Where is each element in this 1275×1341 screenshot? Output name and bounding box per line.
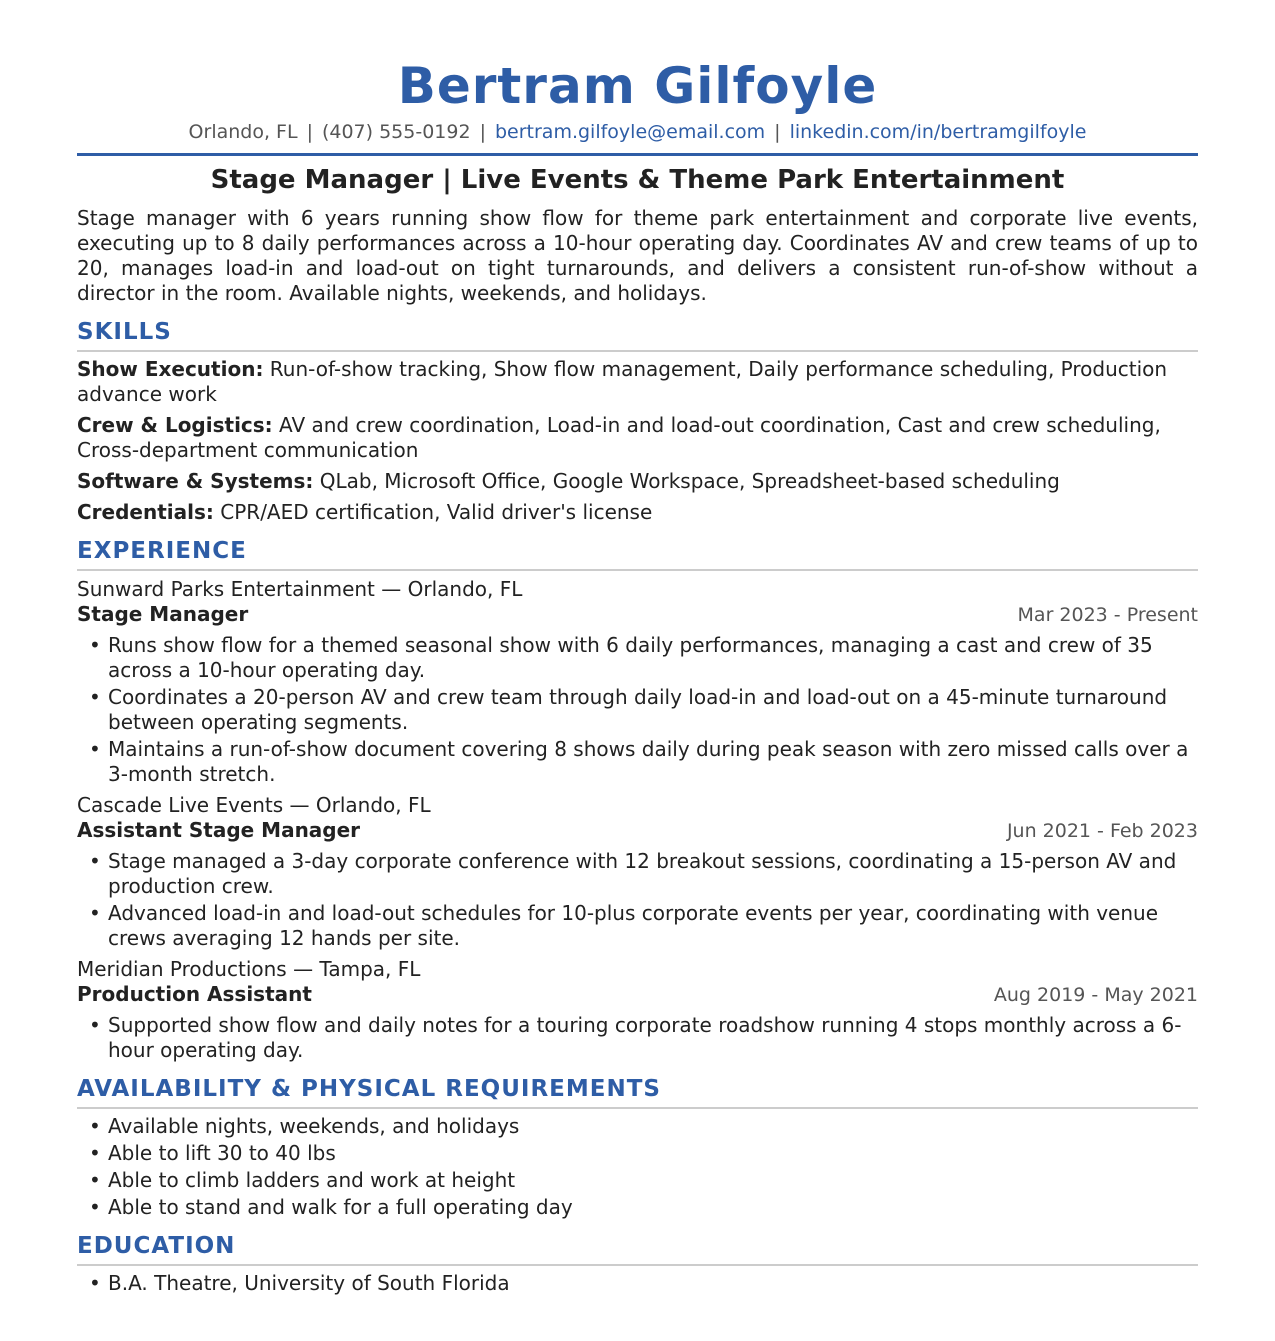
skill-value: AV and crew coordination, Load-in and load-out coordination, Cast and crew scheduling, Cross-department communication: [77, 413, 1161, 462]
job-header: [77, 602, 1198, 628]
contact-separator: |: [774, 121, 781, 143]
contact-phone: (407) 555-0192: [321, 121, 471, 143]
professional-headline: Stage Manager | Live Events & Theme Park Entertainment: [210, 165, 1065, 195]
skills-list: [77, 357, 1198, 525]
list-item: • Able to lift 30 to 40 lbs: [77, 1141, 1198, 1166]
section-divider: [77, 1264, 1198, 1266]
job-title: Assistant Stage Manager: [77, 818, 361, 842]
contact-separator: |: [306, 121, 313, 143]
section-title-education: EDUCATION: [77, 1233, 236, 1259]
list-item: • Maintains a run-of-show document covering 8 shows daily during peak season with zero missed calls over a 3-month stretch.: [77, 737, 1198, 787]
skill-row-show-execution: [77, 357, 1198, 407]
list-item: • Supported show flow and daily notes for a touring corporate roadshow running 4 stops monthly across a 6-hour operating day.: [77, 1013, 1198, 1063]
contact-separator: |: [479, 121, 486, 143]
job-dates: Jun 2021 - Feb 2023: [1006, 820, 1198, 842]
job-dates: Aug 2019 - May 2021: [993, 984, 1198, 1006]
job-header: [77, 982, 1198, 1008]
contact-linkedin-link[interactable]: linkedin.com/in/bertramgilfoyle: [789, 121, 1087, 143]
job-bullets: [77, 1013, 1198, 1063]
skill-label: Show Execution:: [77, 357, 264, 381]
job-company: Meridian Productions — Tampa, FL: [77, 957, 421, 981]
section-divider: [77, 569, 1198, 571]
professional-summary: Stage manager with 6 years running show flow for theme park entertainment and corporate live events, executing up to 8 daily performances across a 10-hour operating day. Coordinates AV and crew teams of up to 20, manages load-in and load-out on tight turnarounds, and delivers a consistent run-of-show without a director in the room. Available nights, weekends, and holidays.: [77, 206, 1198, 305]
contact-line: [77, 120, 1198, 144]
candidate-name: Bertram Gilfoyle: [397, 57, 878, 115]
section-title-skills: SKILLS: [77, 319, 172, 345]
job-entry-sunward: [77, 577, 1198, 787]
skill-value: CPR/AED certification, Valid driver's license: [220, 500, 653, 524]
job-title: Stage Manager: [77, 602, 249, 626]
skill-row-software-systems: [77, 469, 1198, 494]
job-entry-cascade: [77, 793, 1198, 951]
section-divider: [77, 350, 1198, 352]
list-item: • Stage managed a 3-day corporate conference with 12 breakout sessions, coordinating a 15-person AV and production crew.: [77, 849, 1198, 899]
skill-row-crew-logistics: [77, 413, 1198, 463]
contact-email-link[interactable]: bertram.gilfoyle@email.com: [494, 121, 766, 143]
job-bullets: [77, 633, 1198, 787]
job-bullets: [77, 849, 1198, 951]
contact-location: Orlando, FL: [188, 121, 298, 143]
job-company: Sunward Parks Entertainment — Orlando, FL: [77, 577, 523, 601]
section-title-availability: AVAILABILITY & PHYSICAL REQUIREMENTS: [77, 1076, 661, 1102]
job-header: [77, 818, 1198, 844]
skill-label: Software & Systems:: [77, 469, 314, 493]
job-title: Production Assistant: [77, 982, 312, 1006]
skill-label: Crew & Logistics:: [77, 413, 273, 437]
list-item: • Advanced load-in and load-out schedules for 10-plus corporate events per year, coordinating with venue crews averaging 12 hands per site.: [77, 901, 1198, 951]
job-dates: Mar 2023 - Present: [1017, 604, 1198, 626]
skill-row-credentials: [77, 500, 1198, 525]
skill-value: QLab, Microsoft Office, Google Workspace, Spreadsheet-based scheduling: [319, 469, 1060, 493]
availability-list: [77, 1114, 1198, 1220]
skill-label: Credentials:: [77, 500, 214, 524]
section-title-experience: EXPERIENCE: [77, 538, 247, 564]
header-divider: [77, 153, 1198, 156]
list-item: • B.A. Theatre, University of South Florida: [77, 1271, 1198, 1296]
section-divider: [77, 1107, 1198, 1109]
list-item: • Runs show flow for a themed seasonal show with 6 daily performances, managing a cast and crew of 35 across a 10-hour operating day.: [77, 633, 1198, 683]
education-list: [77, 1271, 1198, 1296]
job-entry-meridian: [77, 957, 1198, 1063]
list-item: • Coordinates a 20-person AV and crew team through daily load-in and load-out on a 45-minute turnaround between operating segments.: [77, 685, 1198, 735]
list-item: • Able to climb ladders and work at height: [77, 1168, 1198, 1193]
list-item: • Available nights, weekends, and holidays: [77, 1114, 1198, 1139]
list-item: • Able to stand and walk for a full operating day: [77, 1195, 1198, 1220]
job-company: Cascade Live Events — Orlando, FL: [77, 793, 431, 817]
skill-value: Run-of-show tracking, Show flow management, Daily performance scheduling, Production advance work: [77, 357, 1168, 406]
